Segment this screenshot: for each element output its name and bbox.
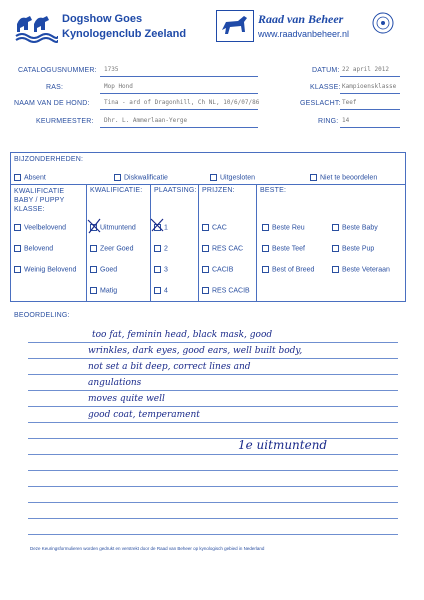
col2-label: Matig — [100, 287, 118, 295]
datum-label: DATUM: — [312, 67, 340, 74]
col1-option-belovend[interactable] — [14, 245, 53, 252]
col5-label: Beste Reu — [272, 224, 305, 232]
col1-label: Weinig Belovend — [24, 266, 77, 274]
option-diskwalificatie[interactable] — [114, 174, 168, 181]
col5-option-beste-pup[interactable] — [332, 245, 374, 252]
naam-value: Tina - ard of Dragonhill, Ch NL, 10/6/07/86 — [104, 99, 260, 106]
col5-option-beste-veteraan[interactable] — [332, 266, 390, 273]
option-absent[interactable] — [14, 174, 46, 181]
catalogusnummer-value: 1735 — [104, 66, 119, 73]
option-niet-te-beoordelen[interactable] — [310, 174, 377, 181]
beoordeling-verdict: 1e uitmuntend — [238, 438, 328, 452]
beoordeling-line-3: not set a bit deep, correct lines and — [88, 362, 251, 372]
catalogusnummer-label: CATALOGUSNUMMER: — [18, 67, 97, 74]
col5-option-beste-reu[interactable] — [262, 224, 305, 231]
col2-label: Goed — [100, 266, 118, 274]
check-mark-plaatsing-1 — [150, 218, 164, 232]
col3-option-2[interactable] — [154, 245, 168, 252]
col1-option-weinig-belovend[interactable] — [14, 266, 76, 273]
col5-option-best-of-breed[interactable] — [262, 266, 314, 273]
col4-label: CACIB — [212, 266, 234, 274]
col2-label: Zeer Goed — [100, 245, 134, 253]
option-niet-te-beoordelen-label: Niet te beoordelen — [320, 174, 378, 182]
fci-seal-icon — [372, 12, 394, 34]
keurmeester-value: Dhr. L. Ammerlaan-Yerge — [104, 117, 188, 124]
col4-option-cacib[interactable] — [202, 266, 233, 273]
club-name-line2: Kynologenclub Zeeland — [62, 28, 187, 40]
beoordeling-line-5: moves quite well — [88, 394, 165, 404]
col4-label: RES CAC — [212, 245, 244, 253]
col3-label: 4 — [164, 287, 168, 295]
col3-title: PLAATSING: — [154, 187, 197, 194]
footer-text: Deze Keuringsformulieren worden gedrukt en verstrekt door de Raad van Beheer op kynologisch gebied in Nederland — [30, 546, 265, 551]
option-uitgesloten[interactable] — [210, 174, 255, 181]
col5-label: Best of Breed — [272, 266, 315, 274]
raad-url: www.raadvanbeheer.nl — [258, 29, 350, 39]
col2-label: Uitmuntend — [100, 224, 136, 232]
beoordeling-line-2: wrinkles, dark eyes, good ears, well built body, — [88, 346, 303, 356]
beoordeling-line-6: good coat, temperament — [88, 410, 200, 420]
col5-label: Beste Pup — [342, 245, 375, 253]
keurmeester-label: KEURMEESTER: — [36, 118, 94, 125]
beoordeling-line-1: too fat, feminin head, black mask, good — [92, 330, 273, 340]
col5-title: BESTE: — [260, 187, 287, 194]
col4-label: CAC — [212, 224, 227, 232]
ring-label: RING: — [318, 118, 339, 125]
col2-title: KWALIFICATIE: — [90, 187, 143, 194]
beoordeling-line-4: angulations — [88, 378, 142, 388]
geslacht-value: Teef — [342, 99, 357, 106]
datum-value: 22 april 2012 — [342, 66, 389, 73]
klasse-label: KLASSE: — [310, 84, 341, 91]
col3-label: 3 — [164, 266, 168, 274]
col4-option-res-cacib[interactable] — [202, 287, 250, 294]
raad-logo — [216, 10, 254, 42]
option-diskwalificatie-label: Diskwalificatie — [124, 174, 168, 182]
geslacht-label: GESLACHT: — [300, 100, 341, 107]
col3-option-4[interactable] — [154, 287, 168, 294]
col1-title: KWALIFICATIE BABY / PUPPY KLASSE: — [14, 188, 65, 213]
ras-label: RAS: — [46, 84, 64, 91]
col5-option-beste-teef[interactable] — [262, 245, 305, 252]
naam-label: NAAM VAN DE HOND: — [14, 100, 90, 107]
ring-value: 14 — [342, 117, 350, 124]
col5-label: Beste Teef — [272, 245, 305, 253]
col2-option-goed[interactable] — [90, 266, 117, 273]
option-uitgesloten-label: Uitgesloten — [220, 174, 256, 182]
option-absent-label: Absent — [24, 174, 46, 182]
col2-option-matig[interactable] — [90, 287, 117, 294]
check-mark-uitmuntend — [86, 218, 102, 234]
col4-label: RES CACIB — [212, 287, 250, 295]
col5-option-beste-baby[interactable] — [332, 224, 378, 231]
bijzonderheden-title: BIJZONDERHEDEN: — [14, 156, 84, 163]
col1-label: Veelbelovend — [24, 224, 67, 232]
ras-value: Mop Hond — [104, 83, 133, 90]
col4-option-cac[interactable] — [202, 224, 227, 231]
col4-option-res-cac[interactable] — [202, 245, 243, 252]
beoordeling-title: BEOORDELING: — [14, 312, 70, 319]
klasse-value: Kampioensklasse — [342, 83, 397, 90]
col1-option-veelbelovend[interactable] — [14, 224, 66, 231]
col5-label: Beste Veteraan — [342, 266, 390, 274]
col5-label: Beste Baby — [342, 224, 378, 232]
raad-title: Raad van Beheer — [258, 12, 344, 26]
col2-option-zeer-goed[interactable] — [90, 245, 133, 252]
club-name-line1: Dogshow Goes — [62, 13, 143, 25]
col3-label: 2 — [164, 245, 168, 253]
col3-option-3[interactable] — [154, 266, 168, 273]
col4-title: PRIJZEN: — [202, 187, 235, 194]
club-logo — [14, 10, 58, 44]
col1-label: Belovend — [24, 245, 54, 253]
col3-label: 1 — [164, 224, 168, 232]
